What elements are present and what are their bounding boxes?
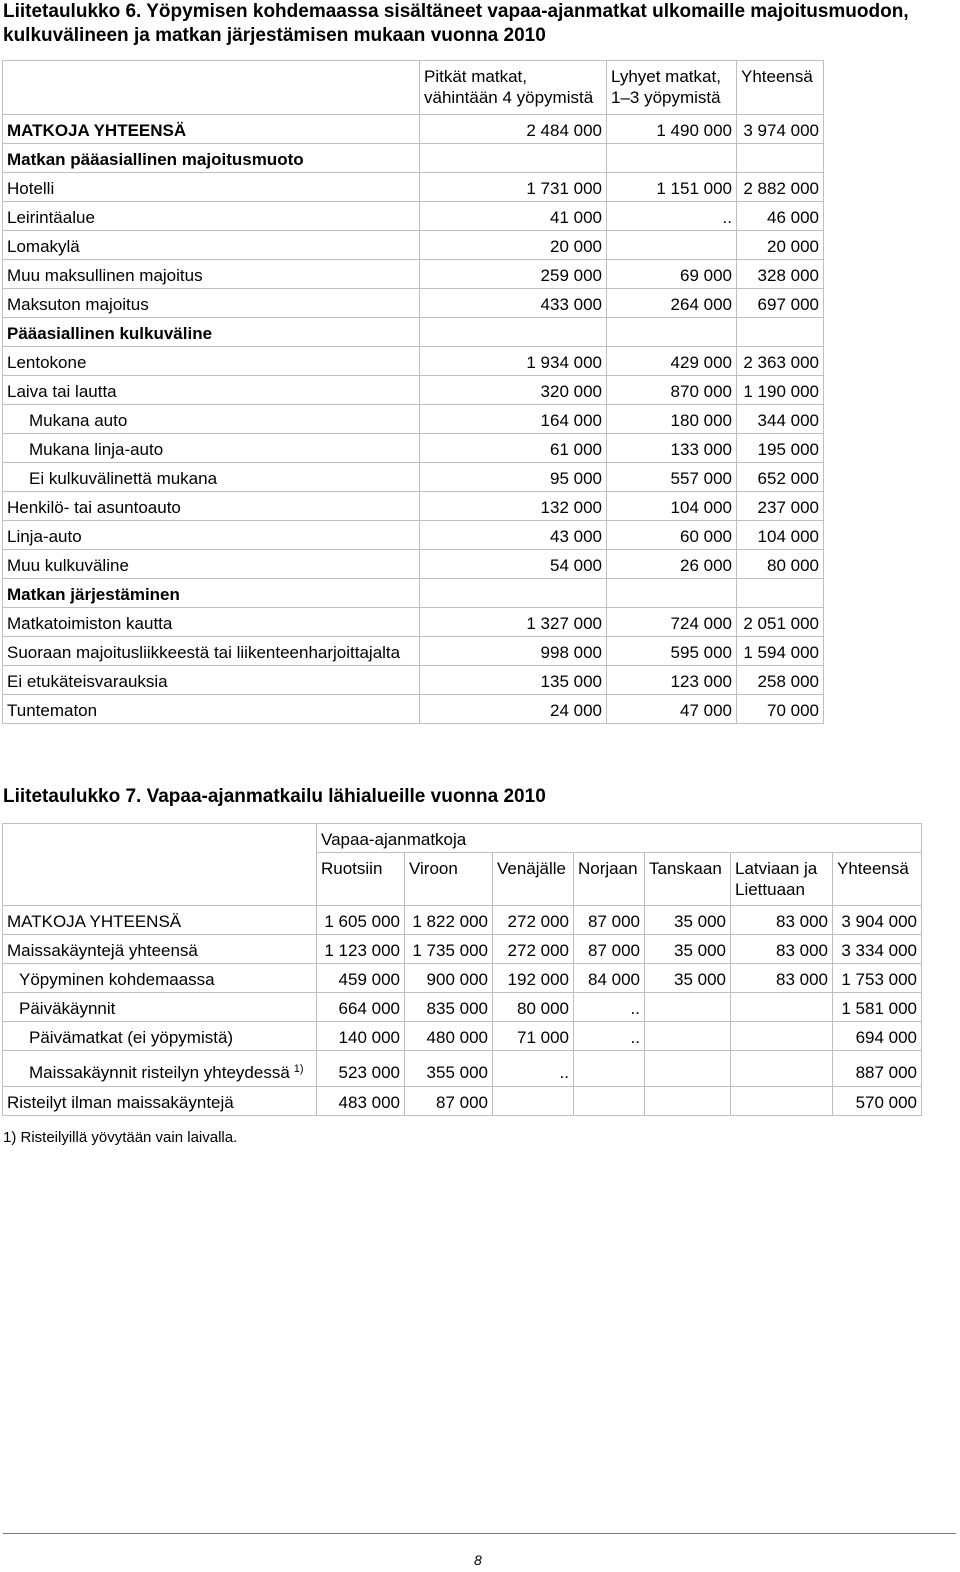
cell-lyhyet: 557 000 [607, 463, 737, 492]
table6-row [3, 231, 824, 260]
table7-cell: 140 000 [317, 1022, 405, 1051]
row-label: Suoraan majoitusliikkeestä tai liikenteenharjoittajalta [3, 637, 420, 666]
cell-lyhyet: 26 000 [607, 550, 737, 579]
table7-cell: 83 000 [731, 906, 833, 935]
cell-lyhyet: 264 000 [607, 289, 737, 318]
row-label: Henkilö- tai asuntoauto [3, 492, 420, 521]
table6 [2, 60, 824, 724]
cell-lyhyet [607, 231, 737, 260]
row-label: Lentokone [3, 347, 420, 376]
table7-cell: 480 000 [405, 1022, 493, 1051]
row-label-text: Risteilyt ilman maissakäyntejä [7, 1093, 234, 1112]
cell-pitkat: 135 000 [420, 666, 607, 695]
cell-yhteensa: 70 000 [737, 695, 824, 724]
table6-row [3, 202, 824, 231]
cell-yhteensa: 344 000 [737, 405, 824, 434]
table7-cell [731, 1051, 833, 1087]
row-label: Hotelli [3, 173, 420, 202]
table7-cell: 272 000 [493, 935, 574, 964]
table7-cell: 192 000 [493, 964, 574, 993]
cell-pitkat: 20 000 [420, 231, 607, 260]
cell-pitkat: 43 000 [420, 521, 607, 550]
cell-pitkat: 132 000 [420, 492, 607, 521]
table7-cell: 523 000 [317, 1051, 405, 1087]
cell-lyhyet: 870 000 [607, 376, 737, 405]
table7-cell: 887 000 [833, 1051, 922, 1087]
table6-row [3, 115, 824, 144]
table6-row [3, 550, 824, 579]
footnote-marker: 1) [293, 1063, 304, 1075]
row-label: Ei kulkuvälinettä mukana [3, 463, 420, 492]
table7-header-empty [3, 824, 317, 906]
cell-pitkat: 433 000 [420, 289, 607, 318]
table7-cell: 459 000 [317, 964, 405, 993]
cell-yhteensa: 1 594 000 [737, 637, 824, 666]
row-label: Muu maksullinen majoitus [3, 260, 420, 289]
table7-cell: 3 904 000 [833, 906, 922, 935]
cell-yhteensa: 104 000 [737, 521, 824, 550]
cell-pitkat [420, 318, 607, 347]
table7-cell [645, 993, 731, 1022]
cell-yhteensa: 697 000 [737, 289, 824, 318]
table6-row [3, 521, 824, 550]
table7-column-header: Viroon [405, 853, 493, 906]
cell-lyhyet: 123 000 [607, 666, 737, 695]
cell-pitkat: 95 000 [420, 463, 607, 492]
table6-row [3, 260, 824, 289]
table6-row [3, 463, 824, 492]
row-label [3, 1022, 317, 1051]
cell-pitkat: 1 327 000 [420, 608, 607, 637]
table7-column-header: Norjaan [574, 853, 645, 906]
row-label [3, 1087, 317, 1116]
row-label-text: Yöpyminen kohdemaassa [19, 970, 215, 989]
row-label-text: Päiväkäynnit [19, 999, 116, 1018]
table6-header-yhteensa: Yhteensä [737, 61, 824, 115]
table7-cell [574, 1087, 645, 1116]
footer-rule [3, 1533, 956, 1534]
cell-lyhyet: 1 151 000 [607, 173, 737, 202]
cell-lyhyet: 1 490 000 [607, 115, 737, 144]
table6-row [3, 144, 824, 173]
table6-row [3, 434, 824, 463]
cell-yhteensa [737, 144, 824, 173]
cell-yhteensa: 46 000 [737, 202, 824, 231]
row-label [3, 993, 317, 1022]
table7-column-header: Venäjälle [493, 853, 574, 906]
footnote: 1) Risteilyillä yövytään vain laivalla. [3, 1129, 238, 1146]
table7-cell [731, 993, 833, 1022]
table7-cell: 1 735 000 [405, 935, 493, 964]
table7-cell: .. [574, 1022, 645, 1051]
table7-cell: 35 000 [645, 906, 731, 935]
cell-yhteensa: 195 000 [737, 434, 824, 463]
table7-column-header: Tanskaan [645, 853, 731, 906]
table7-cell: .. [493, 1051, 574, 1087]
cell-lyhyet: 724 000 [607, 608, 737, 637]
cell-pitkat: 61 000 [420, 434, 607, 463]
cell-yhteensa: 1 190 000 [737, 376, 824, 405]
cell-yhteensa [737, 318, 824, 347]
table7-group-header-row [3, 824, 922, 853]
row-label: Maksuton majoitus [3, 289, 420, 318]
table7-row [3, 993, 922, 1022]
table7-cell: 87 000 [574, 935, 645, 964]
table7-cell: 3 334 000 [833, 935, 922, 964]
table7-cell: 1 581 000 [833, 993, 922, 1022]
table6-header-row [3, 61, 824, 115]
cell-yhteensa: 2 882 000 [737, 173, 824, 202]
cell-pitkat: 320 000 [420, 376, 607, 405]
cell-lyhyet: 69 000 [607, 260, 737, 289]
row-label: MATKOJA YHTEENSÄ [3, 115, 420, 144]
table7-cell: 483 000 [317, 1087, 405, 1116]
row-label: Leirintäalue [3, 202, 420, 231]
cell-yhteensa: 80 000 [737, 550, 824, 579]
cell-lyhyet [607, 579, 737, 608]
table7-column-header: Latviaan ja Liettuaan [731, 853, 833, 906]
cell-yhteensa: 2 051 000 [737, 608, 824, 637]
table6-row [3, 608, 824, 637]
row-label: Tuntematon [3, 695, 420, 724]
cell-lyhyet: 60 000 [607, 521, 737, 550]
table7-row [3, 1022, 922, 1051]
table7-cell: 1 123 000 [317, 935, 405, 964]
row-label-text: Päivämatkat (ei yöpymistä) [29, 1028, 234, 1047]
table7-cell: 664 000 [317, 993, 405, 1022]
table7 [2, 823, 922, 1116]
table6-row [3, 289, 824, 318]
table7-cell: 1 822 000 [405, 906, 493, 935]
table6-row [3, 579, 824, 608]
row-label: Muu kulkuväline [3, 550, 420, 579]
table7-cell: 900 000 [405, 964, 493, 993]
row-label: Mukana auto [3, 405, 420, 434]
table7-title: Liitetaulukko 7. Vapaa-ajanmatkailu lähialueille vuonna 2010 [3, 786, 546, 807]
table7-cell: 694 000 [833, 1022, 922, 1051]
table7-cell: 83 000 [731, 935, 833, 964]
table6-row [3, 666, 824, 695]
cell-pitkat: 41 000 [420, 202, 607, 231]
row-label-text: MATKOJA YHTEENSÄ [7, 912, 182, 931]
table7-row [3, 935, 922, 964]
cell-pitkat [420, 579, 607, 608]
cell-pitkat: 24 000 [420, 695, 607, 724]
row-label-text: Maissakäyntejä yhteensä [7, 941, 198, 960]
cell-lyhyet [607, 144, 737, 173]
table7-cell: 83 000 [731, 964, 833, 993]
cell-yhteensa: 652 000 [737, 463, 824, 492]
table7-cell: 355 000 [405, 1051, 493, 1087]
table7-column-header: Ruotsiin [317, 853, 405, 906]
cell-pitkat: 259 000 [420, 260, 607, 289]
table7-cell: 87 000 [405, 1087, 493, 1116]
page-number: 8 [474, 1552, 482, 1568]
table7-cell [493, 1087, 574, 1116]
row-label: Laiva tai lautta [3, 376, 420, 405]
table7-cell [645, 1051, 731, 1087]
row-label: Matkan pääasiallinen majoitusmuoto [3, 144, 420, 173]
table7-cell: 35 000 [645, 935, 731, 964]
table7-cell [574, 1051, 645, 1087]
table7-column-header: Yhteensä [833, 853, 922, 906]
row-label: Matkan järjestäminen [3, 579, 420, 608]
cell-lyhyet: 180 000 [607, 405, 737, 434]
cell-yhteensa: 328 000 [737, 260, 824, 289]
row-label: Matkatoimiston kautta [3, 608, 420, 637]
cell-pitkat: 2 484 000 [420, 115, 607, 144]
row-label: Lomakylä [3, 231, 420, 260]
table7-group-header: Vapaa-ajanmatkoja [317, 824, 922, 853]
table7-cell: 570 000 [833, 1087, 922, 1116]
table6-row [3, 347, 824, 376]
cell-yhteensa: 2 363 000 [737, 347, 824, 376]
table6-header-empty [3, 61, 420, 115]
table7-row [3, 1051, 922, 1087]
cell-lyhyet: .. [607, 202, 737, 231]
row-label [3, 964, 317, 993]
table7-cell: .. [574, 993, 645, 1022]
cell-lyhyet: 104 000 [607, 492, 737, 521]
cell-pitkat: 1 934 000 [420, 347, 607, 376]
table7-cell [645, 1022, 731, 1051]
cell-pitkat: 54 000 [420, 550, 607, 579]
cell-yhteensa: 3 974 000 [737, 115, 824, 144]
cell-yhteensa: 258 000 [737, 666, 824, 695]
row-label: Mukana linja-auto [3, 434, 420, 463]
table6-row [3, 376, 824, 405]
table7-cell: 1 605 000 [317, 906, 405, 935]
cell-pitkat: 164 000 [420, 405, 607, 434]
table7-cell: 71 000 [493, 1022, 574, 1051]
row-label [3, 906, 317, 935]
table6-row [3, 492, 824, 521]
table7-cell: 35 000 [645, 964, 731, 993]
table6-row [3, 318, 824, 347]
cell-yhteensa: 20 000 [737, 231, 824, 260]
table6-row [3, 173, 824, 202]
row-label: Linja-auto [3, 521, 420, 550]
table7-cell: 272 000 [493, 906, 574, 935]
row-label: Pääasiallinen kulkuväline [3, 318, 420, 347]
row-label [3, 1051, 317, 1087]
cell-lyhyet: 595 000 [607, 637, 737, 666]
table7-cell: 1 753 000 [833, 964, 922, 993]
cell-pitkat [420, 144, 607, 173]
table6-header-pitkat: Pitkät matkat, vähintään 4 yöpymistä [420, 61, 607, 115]
table7-cell: 835 000 [405, 993, 493, 1022]
row-label: Ei etukäteisvarauksia [3, 666, 420, 695]
cell-yhteensa [737, 579, 824, 608]
table7-cell [731, 1022, 833, 1051]
table6-row [3, 695, 824, 724]
table6-row [3, 637, 824, 666]
table6-title: Liitetaulukko 6. Yöpymisen kohdemaassa sisältäneet vapaa-ajanmatkat ulkomaille majoitusmuodon, kulkuvälineen ja matkan järjestämisen mukaan vuonna 2010 [3, 1, 909, 46]
table7-cell: 80 000 [493, 993, 574, 1022]
table7-row [3, 964, 922, 993]
row-label-text: Maissakäynnit risteilyn yhteydessä [29, 1063, 290, 1082]
table7-cell [731, 1087, 833, 1116]
table6-header-lyhyet: Lyhyet matkat, 1–3 yöpymistä [607, 61, 737, 115]
table7-row [3, 906, 922, 935]
cell-pitkat: 998 000 [420, 637, 607, 666]
table7-row [3, 1087, 922, 1116]
table6-row [3, 405, 824, 434]
row-label [3, 935, 317, 964]
cell-yhteensa: 237 000 [737, 492, 824, 521]
cell-lyhyet: 133 000 [607, 434, 737, 463]
cell-lyhyet: 47 000 [607, 695, 737, 724]
cell-lyhyet [607, 318, 737, 347]
table7-cell: 87 000 [574, 906, 645, 935]
table7-cell: 84 000 [574, 964, 645, 993]
cell-pitkat: 1 731 000 [420, 173, 607, 202]
cell-lyhyet: 429 000 [607, 347, 737, 376]
table7-cell [645, 1087, 731, 1116]
